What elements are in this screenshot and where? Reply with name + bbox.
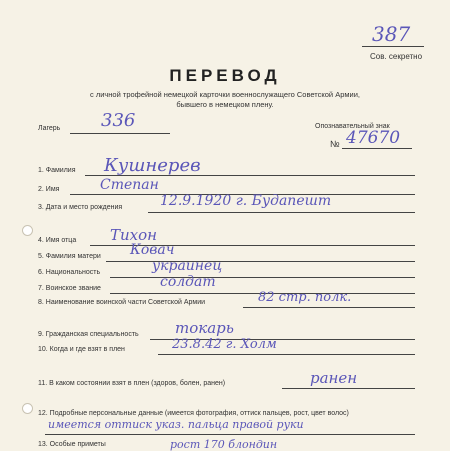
unit-line bbox=[243, 307, 415, 308]
camp-label: Лагерь bbox=[38, 125, 61, 132]
name-label: 2. Имя bbox=[38, 186, 60, 193]
condition-line bbox=[282, 388, 415, 389]
punch-hole-bottom bbox=[22, 403, 33, 414]
surname-label: 1. Фамилия bbox=[38, 167, 76, 174]
punch-hole-top bbox=[22, 225, 33, 236]
condition-label: 11. В каком состоянии взят в плен (здоров, болен, ранен) bbox=[38, 380, 226, 387]
id-tag-line bbox=[342, 148, 412, 149]
birth-value: 12.9.1920 г. Будапешт bbox=[160, 193, 332, 209]
profession-label: 9. Гражданская специальность bbox=[38, 331, 139, 338]
unit-value: 82 стр. полк. bbox=[258, 290, 352, 305]
document-title: ПЕРЕВОД bbox=[169, 66, 281, 85]
rank-value: солдат bbox=[160, 274, 216, 290]
features-value: рост 170 блондин bbox=[170, 438, 278, 451]
father-label: 4. Имя отца bbox=[38, 237, 77, 244]
condition-value: ранен bbox=[310, 369, 358, 387]
document-subtitle-1: с личной трофейной немецкой карточки военнослужащего Советской Армии, bbox=[89, 90, 361, 99]
father-value: Тихон bbox=[110, 226, 158, 244]
profession-value: токарь bbox=[175, 319, 234, 337]
classification-stamp: Сов. секретно bbox=[370, 52, 423, 61]
nationality-label: 6. Национальность bbox=[38, 269, 101, 276]
id-tag-value: 47670 bbox=[346, 128, 401, 148]
captured-line bbox=[158, 354, 415, 355]
unit-label: 8. Наименование воинской части Советской Армии bbox=[38, 299, 206, 306]
id-tag-prefix: № bbox=[330, 139, 340, 149]
camp-value: 336 bbox=[101, 110, 136, 131]
name-value: Степан bbox=[100, 177, 159, 193]
personal-data-line bbox=[45, 434, 415, 435]
document-subtitle-2: бывшего в немецком плену. bbox=[176, 100, 274, 109]
nationality-value: украинец bbox=[152, 258, 223, 274]
birth-label: 3. Дата и место рождения bbox=[38, 204, 123, 211]
mother-surname-value: Ковач bbox=[130, 242, 175, 258]
id-tag-label: Опознавательный знак bbox=[315, 123, 390, 130]
rank-label: 7. Воинское звание bbox=[38, 285, 101, 292]
surname-value: Кушнерев bbox=[104, 155, 201, 176]
captured-value: 23.8.42 г. Холм bbox=[172, 337, 277, 352]
nationality-line bbox=[110, 277, 415, 278]
captured-label: 10. Когда и где взят в плен bbox=[38, 346, 125, 353]
features-label: 13. Особые приметы bbox=[38, 441, 106, 448]
registry-underline bbox=[362, 46, 424, 47]
personal-data-value: имеется оттиск указ. пальца правой руки bbox=[48, 418, 304, 431]
camp-line bbox=[70, 133, 170, 134]
registry-number: 387 bbox=[372, 22, 411, 46]
mother-surname-label: 5. Фамилия матери bbox=[38, 253, 101, 260]
birth-line bbox=[148, 212, 415, 213]
personal-data-label: 12. Подробные персональные данные (имеется фотография, оттиск пальцев, рост, цвет волос) bbox=[38, 410, 349, 417]
